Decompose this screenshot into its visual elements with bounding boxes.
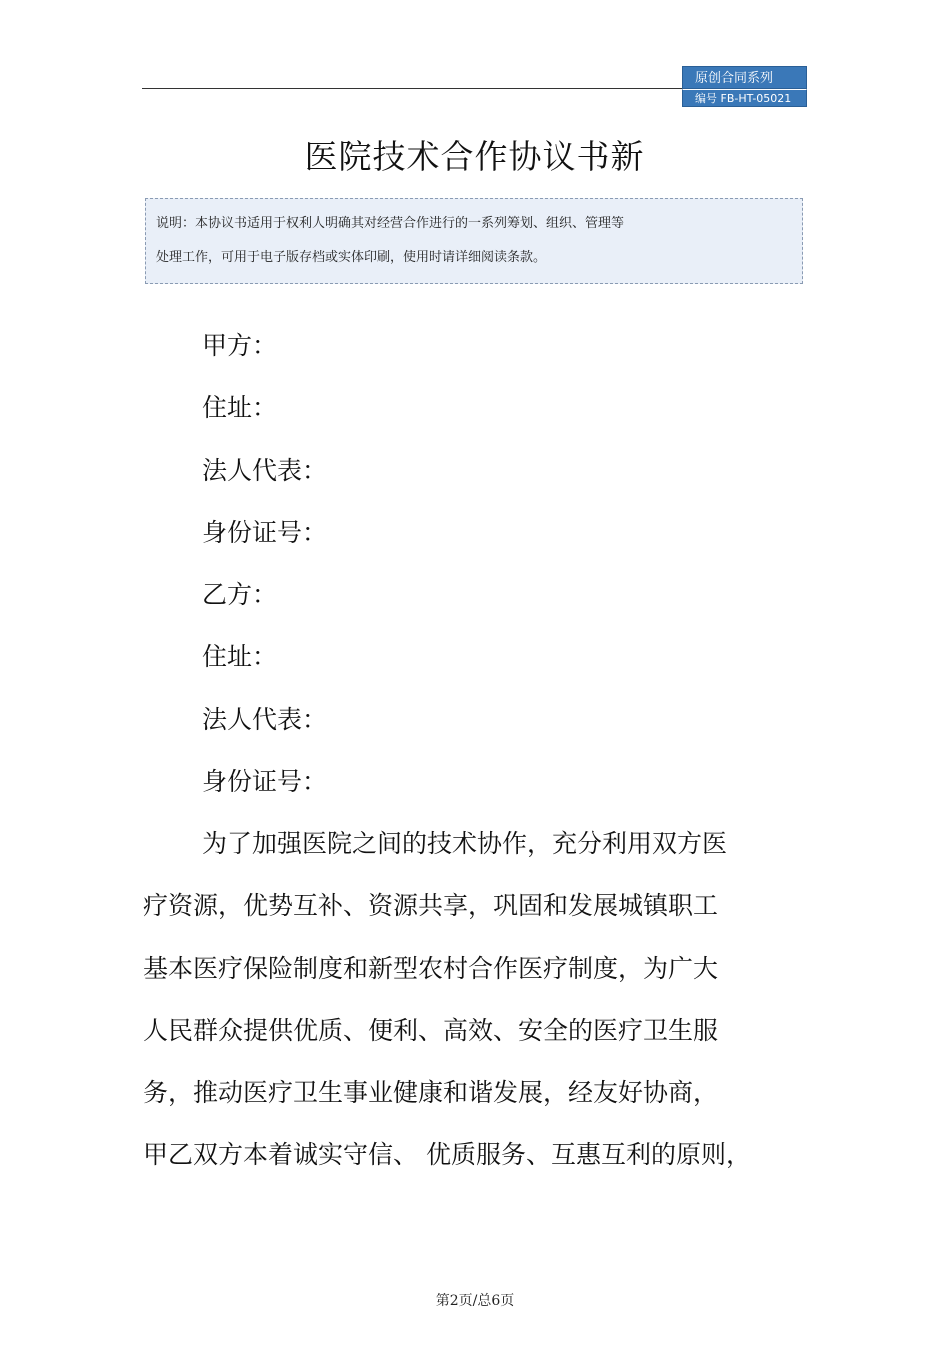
party-a-legal-rep-field: 法人代表： [202, 455, 328, 485]
paragraph-line: 基本医疗保险制度和新型农村合作医疗制度，为广大 [143, 953, 719, 983]
paragraph-line: 务，推动医疗卫生事业健康和谐发展，经友好协商， [143, 1078, 719, 1108]
party-b-legal-rep-field: 法人代表： [202, 704, 328, 734]
header-rule [142, 88, 682, 89]
document-title: 医院技术合作协议书新 [304, 137, 645, 176]
usage-note-box [145, 198, 803, 284]
party-field-list [202, 322, 327, 820]
usage-note-line: 处理工作，可用于电子版存档或实体印刷，使用时请详细阅读条款。 [156, 250, 547, 265]
paragraph-line: 人民群众提供优质、便利、高效、安全的医疗卫生服 [143, 1015, 719, 1045]
paragraph-line: 甲乙双方本着诚实守信、 优质服务、互惠互利的原则， [143, 1140, 751, 1170]
party-b-id-number-field: 身份证号： [202, 767, 328, 797]
party-a-address-field: 住址： [202, 393, 278, 423]
series-code: 编号 FB-HT-05021 [682, 89, 807, 107]
series-name: 原创合同系列 [682, 66, 807, 89]
page-number: 第2页/总6页 [435, 1293, 515, 1309]
party-b-name-field: 乙方： [202, 580, 278, 610]
paragraph-line: 为了加强医院之间的技术协作，充分利用双方医 [202, 829, 728, 858]
paragraph-line: 疗资源，优势互补、资源共享，巩固和发展城镇职工 [143, 891, 719, 921]
party-a-id-number-field: 身份证号： [202, 517, 328, 547]
series-badge [682, 66, 807, 108]
preamble-paragraph [143, 820, 783, 1194]
usage-note-line: 说明：本协议书适用于权利人明确其对经营合作进行的一系列筹划、组织、管理等 [156, 216, 625, 231]
party-a-name-field: 甲方： [202, 331, 278, 360]
party-b-address-field: 住址： [202, 642, 278, 672]
